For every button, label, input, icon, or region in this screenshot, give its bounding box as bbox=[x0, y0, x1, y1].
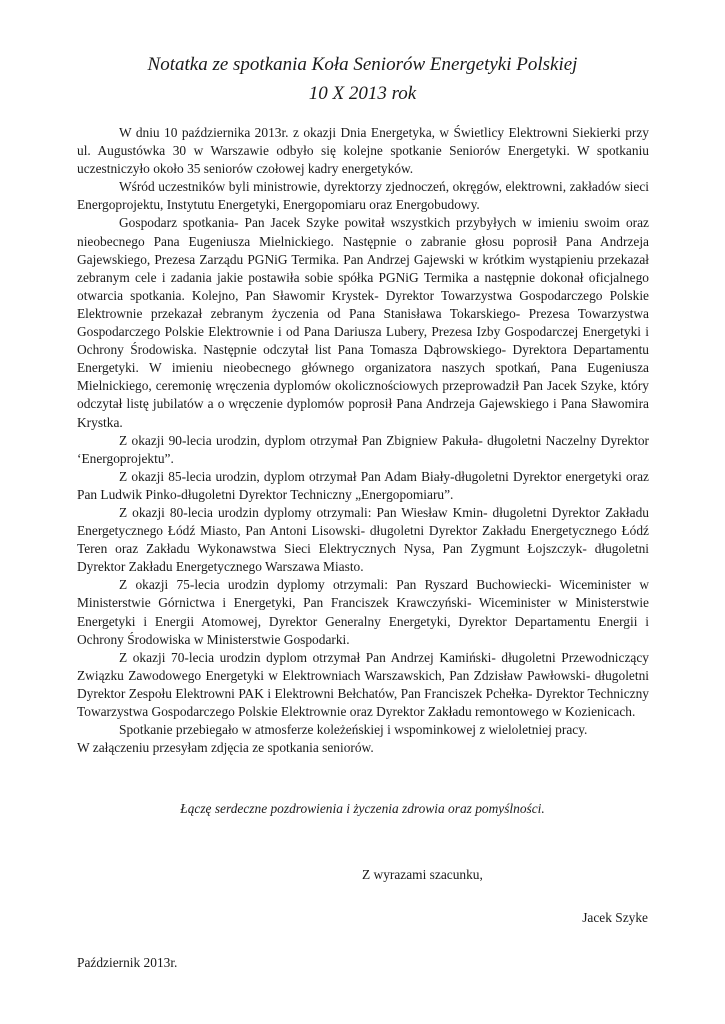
closing-greeting: Łączę serdeczne pozdrowienia i życzenia zdrowia oraz pomyślności. bbox=[180, 801, 545, 816]
signature: Jacek Szyke bbox=[582, 910, 648, 925]
paragraph: Gospodarz spotkania- Pan Jacek Szyke powitał wszystkich przybyłych w imieniu swoim oraz nieobecnego Pana Eugeniusza Mielnickiego. Następnie o zabranie głosu poprosił Pana Andrzeja Gajewskiego, Prezesa Zarządu PGNiG Termika. Pan Andrzej Gajewski w krótkim wystąpieniu przekazał zebranym cele i zadania jakie postawiła sobie spółka PGNiG Termika a następnie dokonał oficjalnego otwarcia spotkania. Kolejno, Pan Sławomir Krystek- Dyrektor Towarzystwa Gospodarczego Polskie Elektrownie przekazał zebranym życzenia od Pana Stanisława Tokarskiego- Prezesa Towarzystwa Gospodarczego Polskie Elektrownie i od Pana Dariusza Lubery, Prezesa Izby Gospodarczej Energetyki i Ochrony Środowiska. Następnie odczytał list Pana Tomasza Dąbrowskiego- Dyrektora Departamentu Energetyki. W imieniu nieobecnego głównego organizatora naszych spotkań, Pana Eugeniusza Mielnickiego, ceremonię wręczenia dyplomów okolicznościowych przeprowadził Pan Jacek Szyke, który odczytał listę jubilatów a o wręczenie dyplomów poprosił Pana Andrzeja Gajewskiego i Pana Sławomira Krystka. bbox=[77, 215, 649, 430]
document-date-title: 10 X 2013 rok bbox=[308, 83, 417, 104]
paragraph: W dniu 10 października 2013r. z okazji Dnia Energetyka, w Świetlicy Elektrowni Siekierki przy ul. Augustówka 30 w Warszawie odbyło się kolejne spotkanie Seniorów Energetyki. W spotkaniu uczestniczyło około 35 seniorów czołowej kadry energetyków. bbox=[77, 125, 649, 177]
attachment-note: W załączeniu przesyłam zdjęcia ze spotkania seniorów. bbox=[77, 740, 374, 756]
paragraph: Z okazji 70-lecia urodzin dyplom otrzymał Pan Andrzej Kamiński- długoletni Przewodniczący Związku Zawodowego Energetyki w Elektrowniach Warszawskich, Pan Zdzisław Pawłowski- długoletni Dyrektor Zespołu Elektrowni PAK i Elektrowni Bełchatów, Pan Franciszek Pchełka- Dyrektor Techniczny Towarzystwa Gospodarczego Polskie Elektrownie oraz Dyrektor Zakładu remontowego w Kozienicach. bbox=[77, 649, 649, 719]
document-footer-date: Październik 2013r. bbox=[77, 955, 178, 970]
paragraph: Z okazji 75-lecia urodzin dyplomy otrzymali: Pan Ryszard Buchowiecki- Wiceminister w Ministerstwie Górnictwa i Energetyki, Pan Franciszek Krawczyński- Wiceminister w Ministerstwie Energetyki i Energii Atomowej, Dyrektor Generalny Energetyki, Dyrektor Departamentu Energii i Ochrony Środowiska w Ministerstwie Gospodarki. bbox=[77, 577, 649, 647]
paragraph: Wśród uczestników byli ministrowie, dyrektorzy zjednoczeń, okręgów, elektrowni, zakładów sieci Energoprojektu, Instytutu Energetyki, Energopomiaru oraz Energobudowy. bbox=[77, 179, 649, 213]
document-body bbox=[77, 124, 649, 757]
document-title: Notatka ze spotkania Koła Seniorów Energetyki Polskiej bbox=[147, 54, 578, 75]
paragraph: Z okazji 90-lecia urodzin, dyplom otrzymał Pan Zbigniew Pakuła- długoletni Naczelny Dyrektor ‘Energoprojektu”. bbox=[77, 432, 649, 466]
closing-regards: Z wyrazami szacunku, bbox=[362, 867, 483, 882]
paragraph: Spotkanie przebiegało w atmosferze koleżeńskiej i wspominkowej z wieloletniej pracy. bbox=[119, 722, 588, 738]
paragraph: Z okazji 85-lecia urodzin, dyplom otrzymał Pan Adam Biały-długoletni Dyrektor energetyki oraz Pan Ludwik Pinko-długoletni Dyrektor Techniczny „Energopomiaru”. bbox=[77, 468, 649, 502]
paragraph: Z okazji 80-lecia urodzin dyplomy otrzymali: Pan Wiesław Kmin- długoletni Dyrektor Zakładu Energetycznego Łódź Miasto, Pan Antoni Lisowski- długoletni Dyrektor Zakładu Energetycznego Łódź Teren oraz Zakładu Wykonawstwa Sieci Elektrycznych Nysa, Pan Zygmunt Łojszczyk- długoletni Dyrektor Zakładu Energetycznego Warszawa Miasto. bbox=[77, 504, 649, 575]
